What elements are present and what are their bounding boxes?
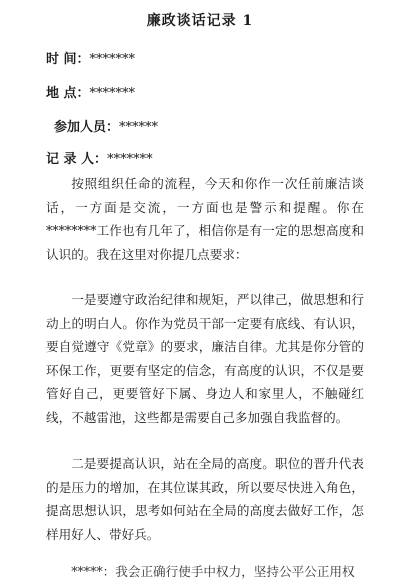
paragraph-intro: 按照组织任命的流程，今天和你作一次任前廉洁谈话，一方面是交流，一方面也是警示和提醒。你在********工作也有几年了，相信你是有一定的思想高度和认识的。我在这里对你提几点要求：	[46, 176, 364, 262]
paragraph-point-one: 一是要遵守政治纪律和规矩，严以律己，做思想和行动上的明白人。你作为党员干部一定要有底线、有认识，要自觉遵守《党章》的要求，廉洁自律。尤其是你分管的环保工作，更要有坚定的信念，有高度的认识，不仅是要管好自己，更要管好下属、身边人和家里人，不触碰红线，不越雷池，这些都是需要自己多加强自我监督的。	[46, 292, 364, 425]
participants-value: ******	[119, 120, 159, 135]
document-title: 廉政谈话记录 1	[146, 13, 254, 29]
participants-field	[54, 116, 158, 135]
paragraph-partial: *****：我会正确行使手中权力，坚持公平公正用权	[71, 564, 355, 579]
paragraph-point-two: 二是要提高认识，站在全局的高度。职位的晋升代表的是压力的增加，在其位谋其政，所以要尽快进入角色，提高思想认识，思考如何站在全局的高度去做好工作，怎样用好人、带好兵。	[46, 456, 364, 542]
recorder-field	[46, 148, 153, 167]
recorder-value: *******	[107, 152, 153, 167]
recorder-label: 记 录 人：	[46, 152, 108, 167]
participants-label: 参加人员：	[54, 120, 120, 135]
location-value: *******	[89, 86, 136, 101]
time-value: *******	[89, 52, 136, 67]
time-field	[46, 48, 135, 67]
location-field	[46, 82, 135, 101]
location-label: 地 点：	[46, 86, 90, 101]
time-label: 时 间：	[46, 52, 90, 67]
